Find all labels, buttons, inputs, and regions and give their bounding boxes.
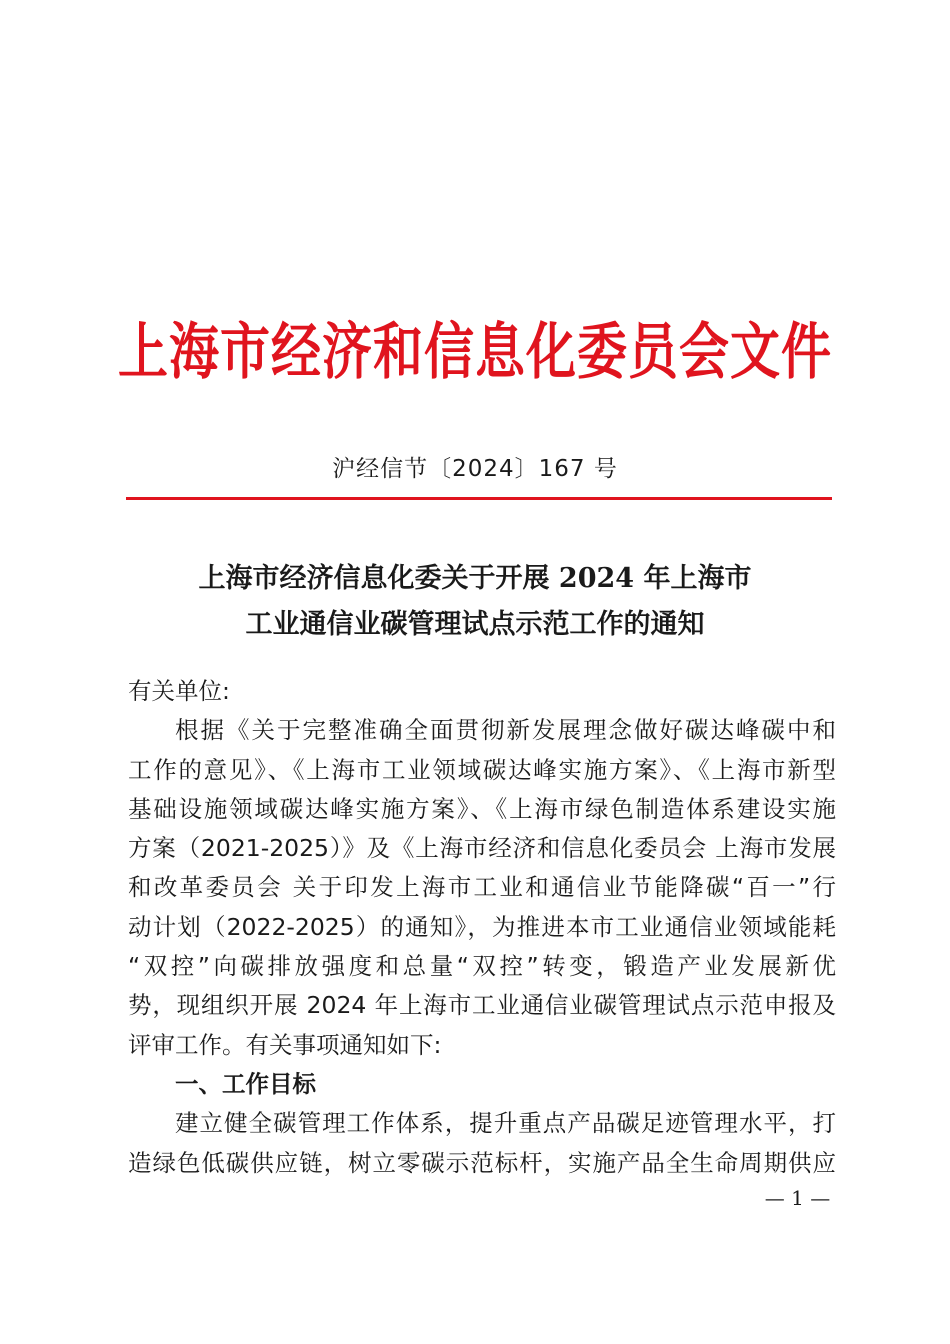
paragraph-line: 势，现组织开展 2024 年上海市工业通信业碳管理试点示范申报及	[128, 991, 836, 1020]
paragraph-line: 建立健全碳管理工作体系，提升重点产品碳足迹管理水平，打	[175, 1109, 836, 1138]
red-divider	[126, 497, 832, 500]
paragraph-line: 方案（2021-2025）》及《上海市经济和信息化委员会 上海市发展	[128, 834, 836, 863]
paragraph-line: 工作的意见》、《上海市工业领域碳达峰实施方案》、《上海市新型	[128, 755, 836, 784]
paragraph-line: 动计划（2022-2025）的通知》，为推进本市工业通信业领域能耗	[128, 912, 836, 941]
paragraph-line: 基础设施领域碳达峰实施方案》、《上海市绿色制造体系建设实施	[128, 794, 836, 823]
page-number: — 1 —	[764, 1186, 831, 1210]
paragraph-line: 根据《关于完整准确全面贯彻新发展理念做好碳达峰碳中和	[175, 716, 836, 745]
section-heading: 一、工作目标	[175, 1069, 316, 1098]
title-line-2: 工业通信业碳管理试点示范工作的通知	[245, 609, 705, 640]
paragraph-line: 和改革委员会 关于印发上海市工业和通信业节能降碳“百一”行	[128, 873, 836, 902]
paragraph-line: “双控”向碳排放强度和总量“双控”转变，锻造产业发展新优	[128, 952, 836, 981]
salutation: 有关单位:	[128, 677, 230, 705]
paragraph-line: 造绿色低碳供应链，树立零碳示范标杆，实施产品全生命周期供应	[128, 1148, 836, 1177]
document-body	[128, 672, 836, 1183]
issuer-header: 上海市经济和信息化委员会文件	[118, 315, 832, 388]
title-line-1: 上海市经济信息化委关于开展 2024 年上海市	[198, 563, 752, 594]
document-number: 沪经信节〔2024〕167 号	[332, 456, 618, 482]
document-title	[0, 556, 950, 648]
paragraph-line: 评审工作。有关事项通知如下:	[128, 1030, 442, 1059]
